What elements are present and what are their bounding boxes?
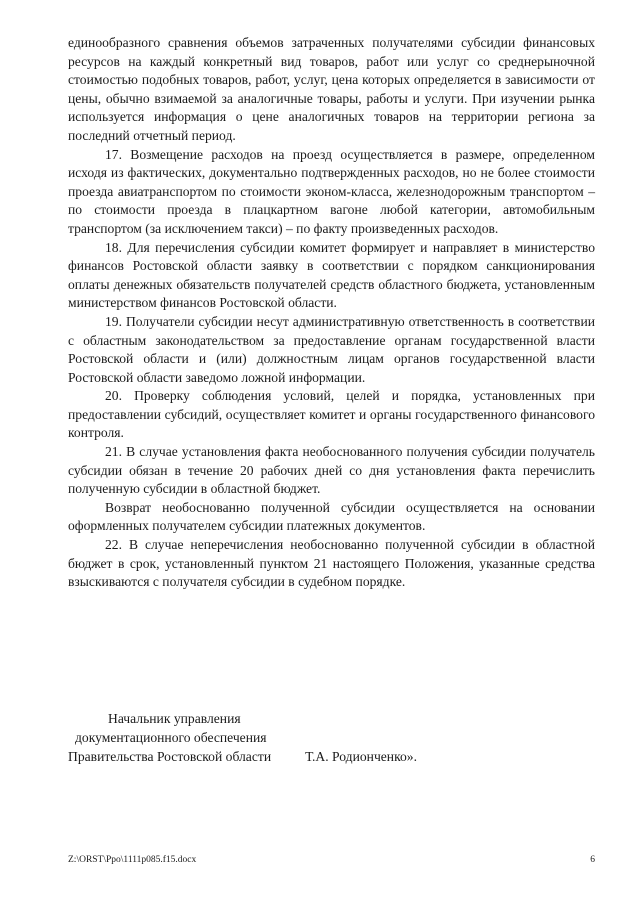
paragraph-continuation: единообразного сравнения объемов затраченных получателями субсидии финансовых ресурсов на каждый конкретный вид товаров, работ или услуг со среднерыночной стоимостью подобных товаров, работ, услуг, цена которых определяется в зависимости от цены, обычно взимаемой за аналогичные товары, работы и услуги. При изучении рынка используется информация о цене аналогичных товаров на территории региона за последний отчетный период. <box>68 35 595 143</box>
paragraph-18: 18. Для перечисления субсидии комитет формирует и направляет в министерство финансов Ростовской области заявку в соответствии с порядком санкционирования оплаты денежных обязательств получателей средств областного бюджета, установленным министерством финансов Ростовской области. <box>68 239 595 311</box>
paragraph-21: 21. В случае установления факта необоснованного получения субсидии получатель субсидии обязан в течение 20 рабочих дней со дня установления факта перечислить полученную субсидии в областной бюджет. <box>68 444 595 497</box>
paragraph-17: 17. Возмещение расходов на проезд осуществляется в размере, определенном исходя из фактических, документально подтвержденных расходов, но не более стоимости проезда авиатранспортом по стоимости эконом-класса, железнодорожным транспортом – по стоимости проезда в плацкартном вагоне любой категории, автомобильным транспортом (за исключением такси) – по факту произведенных расходов. <box>68 146 595 236</box>
document-body <box>68 34 595 592</box>
signature-position-line: Начальник управления <box>108 711 241 726</box>
paragraph-21-refund: Возврат необоснованно полученной субсидии осуществляется на основании оформленных получателем субсидии платежных документов. <box>68 499 595 534</box>
signature-organization-line: Правительства Ростовской области <box>68 749 272 764</box>
footer-file-path: Z:\ORST\Ppo\1111p085.f15.docx <box>68 855 197 865</box>
signatory-name: Т.А. Родионченко». <box>305 749 417 764</box>
paragraph-20: 20. Проверку соблюдения условий, целей и порядка, установленных при предоставлении субсидий, осуществляет комитет и органы государственного финансового контроля. <box>68 388 595 441</box>
paragraph-22: 22. В случае неперечисления необоснованно полученной субсидии в областной бюджет в срок, установленный пунктом 21 настоящего Положения, указанные средства взыскиваются с получателя субсидии в судебном порядке. <box>68 537 595 590</box>
paragraph-19: 19. Получатели субсидии несут административную ответственность в соответствии с областным законодательством за предоставление органам государственной власти Ростовской области и (или) должностным лицам органов государственной власти Ростовской области заведомо ложной информации. <box>68 313 595 385</box>
page-number: 6 <box>590 855 595 865</box>
signature-organization-row <box>68 747 595 766</box>
signature-department-line: документационного обеспечения <box>75 730 267 745</box>
signature-block <box>68 709 595 766</box>
page-footer <box>68 854 595 866</box>
